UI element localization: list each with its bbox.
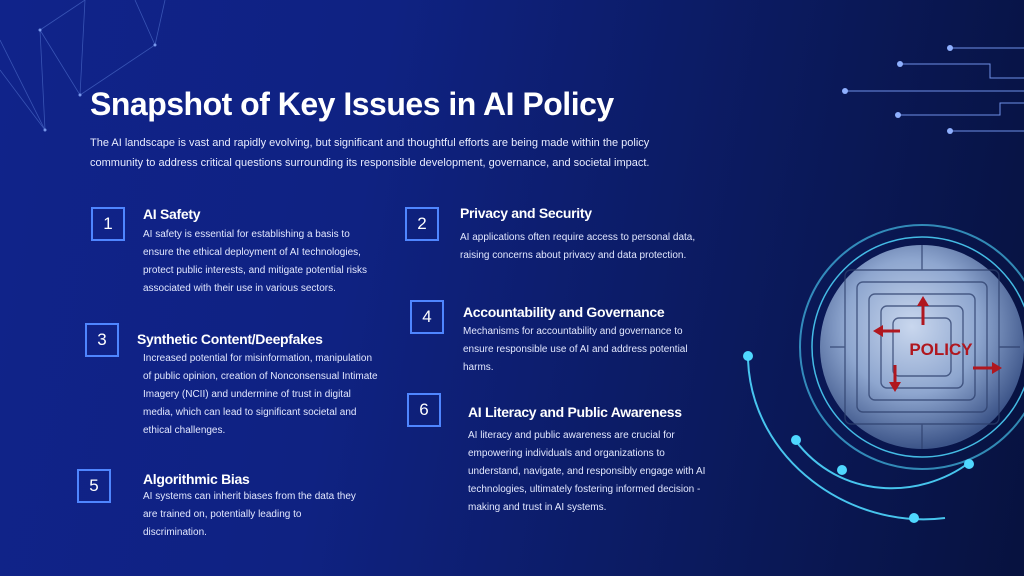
item-description: Increased potential for misinformation, manipulation of public opinion, creation of Nonconsensual Intimate Imagery (NCII) and undermine of trust in digital media, which can lead to significant societal and ethical challenges. bbox=[143, 353, 378, 436]
item-title: Algorithmic Bias bbox=[143, 471, 250, 487]
page-title: Snapshot of Key Issues in AI Policy bbox=[90, 86, 614, 122]
item-number-box: 3 bbox=[85, 323, 119, 357]
item-description: AI literacy and public awareness are crucial for empowering individuals and organizations to understand, navigate, and responsibly engage with AI technologies, ultimately fostering informed decision - making and trust in AI systems. bbox=[468, 430, 706, 513]
policy-label: POLICY bbox=[909, 340, 973, 359]
item-description: Mechanisms for accountability and governance to ensure responsible use of AI and address potential harms. bbox=[463, 326, 688, 373]
policy-globe-illustration bbox=[730, 200, 1024, 540]
item-description: AI systems can inherit biases from the data they are trained on, potentially leading to discrimination. bbox=[143, 491, 356, 538]
item-number-box: 5 bbox=[77, 469, 111, 503]
item-title: AI Literacy and Public Awareness bbox=[468, 404, 682, 420]
item-number-box: 1 bbox=[91, 207, 125, 241]
item-number-box: 4 bbox=[410, 300, 444, 334]
item-number-box: 6 bbox=[407, 393, 441, 427]
item-title: Synthetic Content/Deepfakes bbox=[137, 331, 323, 347]
item-title: Accountability and Governance bbox=[463, 304, 665, 320]
item-title: Privacy and Security bbox=[460, 205, 592, 221]
circuit-lines bbox=[845, 48, 1024, 131]
item-description: AI safety is essential for establishing a basis to ensure the ethical deployment of AI technologies, protect public interests, and mitigate potential risks associated with their use in various sectors. bbox=[143, 229, 367, 294]
item-title: AI Safety bbox=[143, 206, 201, 222]
item-number-box: 2 bbox=[405, 207, 439, 241]
intro-text: The AI landscape is vast and rapidly evolving, but significant and thoughtful efforts are being made within the policy community to address critical questions surrounding its responsible development, governance, and societal impact. bbox=[90, 137, 650, 169]
item-description: AI applications often require access to personal data, raising concerns about privacy and data protection. bbox=[460, 232, 696, 261]
